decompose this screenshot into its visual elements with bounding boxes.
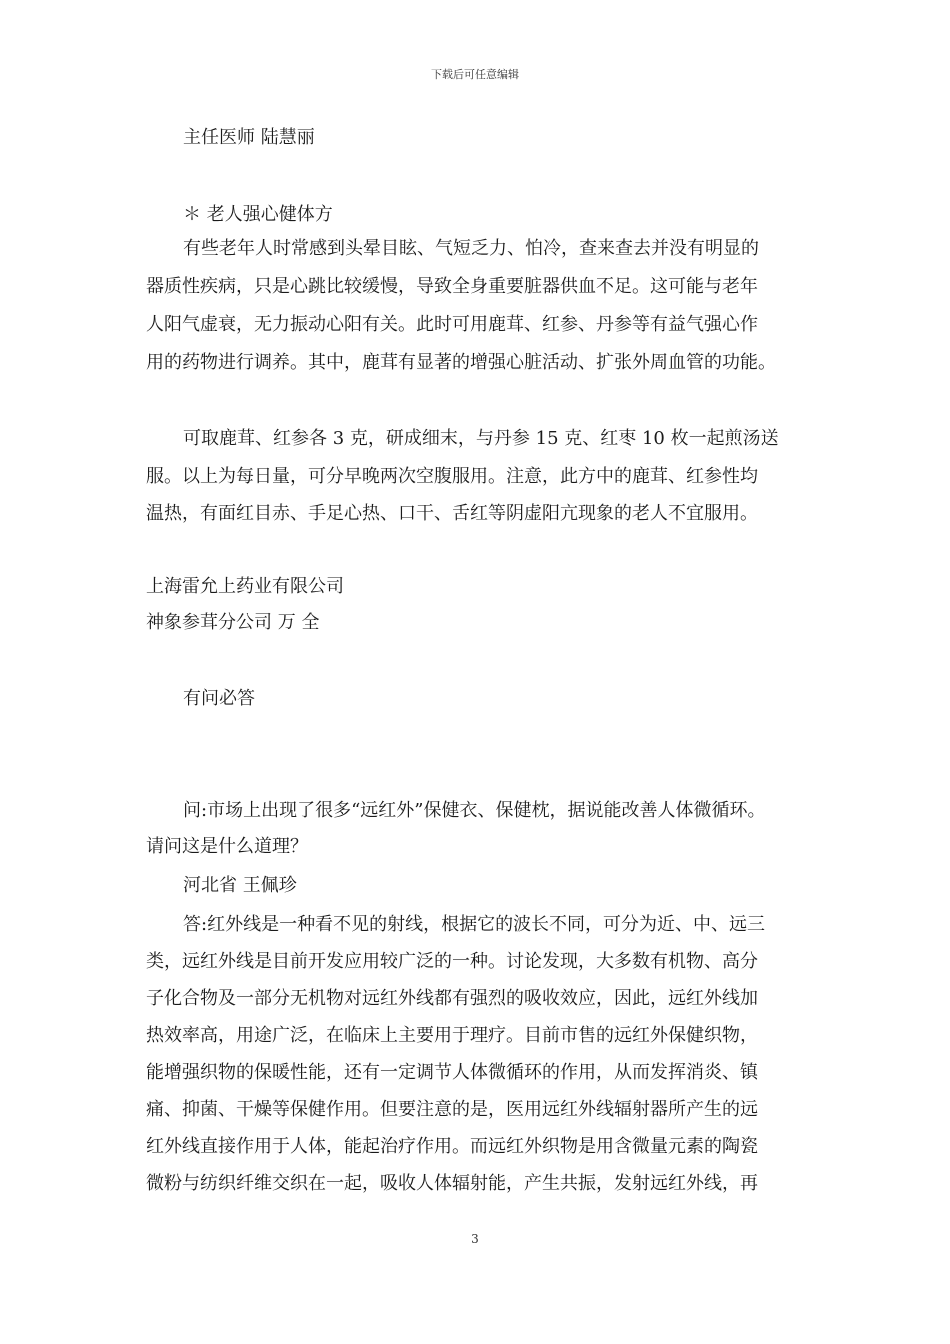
company-name: 上海雷允上药业有限公司 — [146, 576, 344, 597]
author-line: 主任医师 陆慧丽 — [183, 127, 315, 148]
answer-line: 热效率高，用途广泛，在临床上主要用于理疗。目前市售的远红外保健织物， — [146, 1025, 758, 1046]
paragraph-line: 温热，有面红目赤、手足心热、口干、舌红等阴虚阳亢现象的老人不宜服用。 — [146, 503, 758, 524]
question-line: 请问这是什么道理？ — [146, 836, 308, 857]
answer-line: 能增强织物的保暖性能，还有一定调节人体微循环的作用，从而发挥消炎、镇 — [146, 1062, 758, 1083]
paragraph-line: 服。以上为每日量，可分早晚两次空腹服用。注意，此方中的鹿茸、红参性均 — [146, 466, 758, 487]
paragraph-line: 可取鹿茸、红参各 3 克，研成细末，与丹参 15 克、红枣 10 枚一起煎汤送 — [183, 428, 779, 449]
page-header: 下载后可任意编辑 — [431, 68, 519, 81]
answer-line: 类，远红外线是目前开发应用较广泛的一种。讨论发现，大多数有机物、高分 — [146, 951, 758, 972]
section-title: ＊ 老人强心健体方 — [183, 204, 333, 225]
paragraph-line: 用的药物进行调养。其中，鹿茸有显著的增强心脏活动、扩张外周血管的功能。 — [146, 352, 776, 373]
answer-line: 痛、抑菌、干燥等保健作用。但要注意的是，医用远红外线辐射器所产生的远 — [146, 1099, 758, 1120]
answer-line: 子化合物及一部分无机物对远红外线都有强烈的吸收效应，因此，远红外线加 — [146, 988, 758, 1009]
answer-line: 答:红外线是一种看不见的射线，根据它的波长不同，可分为近、中、远三 — [183, 914, 766, 935]
paragraph-line: 人阳气虚衰，无力振动心阳有关。此时可用鹿茸、红参、丹参等有益气强心作 — [146, 314, 758, 335]
paragraph-line: 有些老年人时常感到头晕目眩、气短乏力、怕冷，查来查去并没有明显的 — [183, 238, 759, 259]
answer-line: 微粉与纺织纤维交织在一起，吸收人体辐射能，产生共振，发射远红外线，再 — [146, 1173, 758, 1194]
section-title: 有问必答 — [183, 688, 255, 709]
paragraph-line: 器质性疾病，只是心跳比较缓慢，导致全身重要脏器供血不足。这可能与老年 — [146, 276, 758, 297]
answer-line: 红外线直接作用于人体，能起治疗作用。而远红外织物是用含微量元素的陶瓷 — [146, 1136, 758, 1157]
author-line: 神象参茸分公司 万 全 — [146, 612, 320, 633]
asker-line: 河北省 王佩珍 — [183, 875, 297, 896]
page-number: 3 — [471, 1232, 479, 1246]
question-line: 问:市场上出现了很多“远红外”保健衣、保健枕，据说能改善人体微循环。 — [183, 800, 766, 821]
